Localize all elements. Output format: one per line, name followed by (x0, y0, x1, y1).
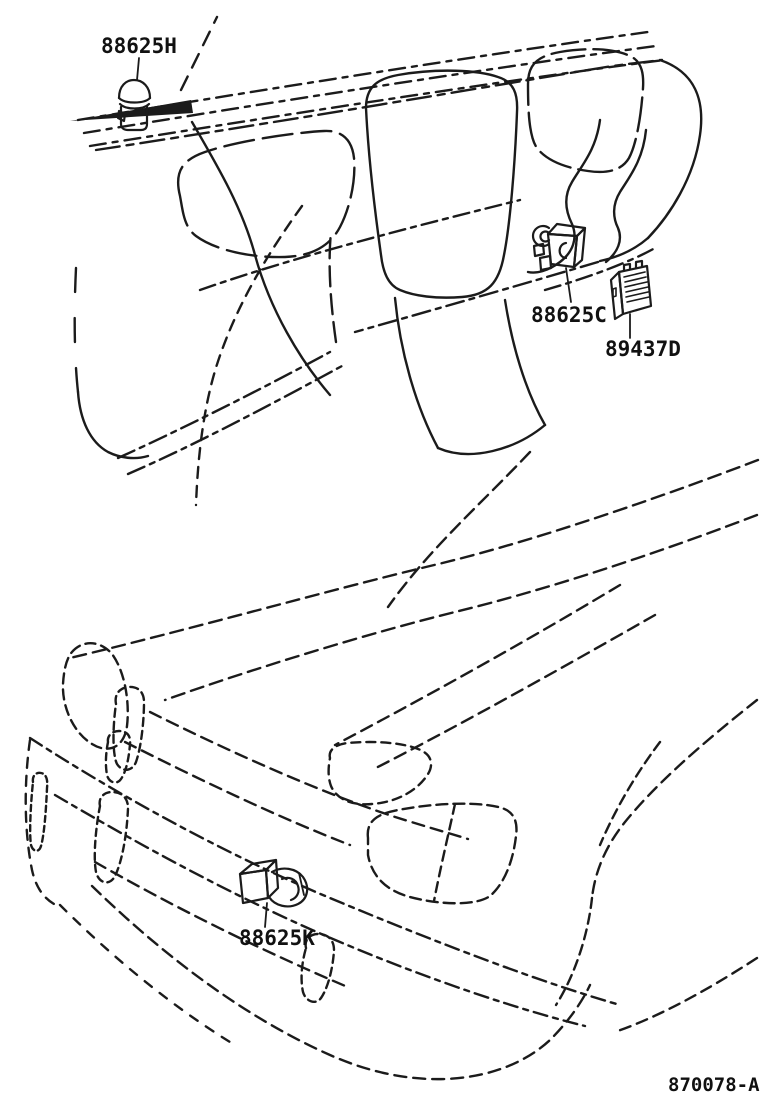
instrument-panel-illustration (70, 17, 701, 505)
leader-88625C (566, 268, 571, 302)
part-callout-88625C: 88625C (531, 303, 607, 327)
side-marker-slot (30, 773, 47, 851)
vehicle-front-illustration (26, 452, 758, 1079)
grille-slot-upper-left (106, 731, 130, 782)
drawing-number: 870078-A (668, 1074, 760, 1096)
door-mirror-outline (63, 643, 128, 748)
part-callout-88625K: 88625K (239, 926, 315, 950)
part-89437D-drawing (611, 261, 651, 338)
headlamp-outline (368, 804, 517, 904)
grille-slot-upper (329, 742, 431, 804)
part-88625K-drawing (240, 860, 307, 927)
part-88625H-drawing (118, 58, 150, 130)
leader-88625K (265, 903, 267, 927)
part-callout-89437D: 89437D (605, 337, 681, 361)
part-callout-88625H: 88625H (101, 34, 177, 58)
leader-88625H (137, 58, 139, 80)
